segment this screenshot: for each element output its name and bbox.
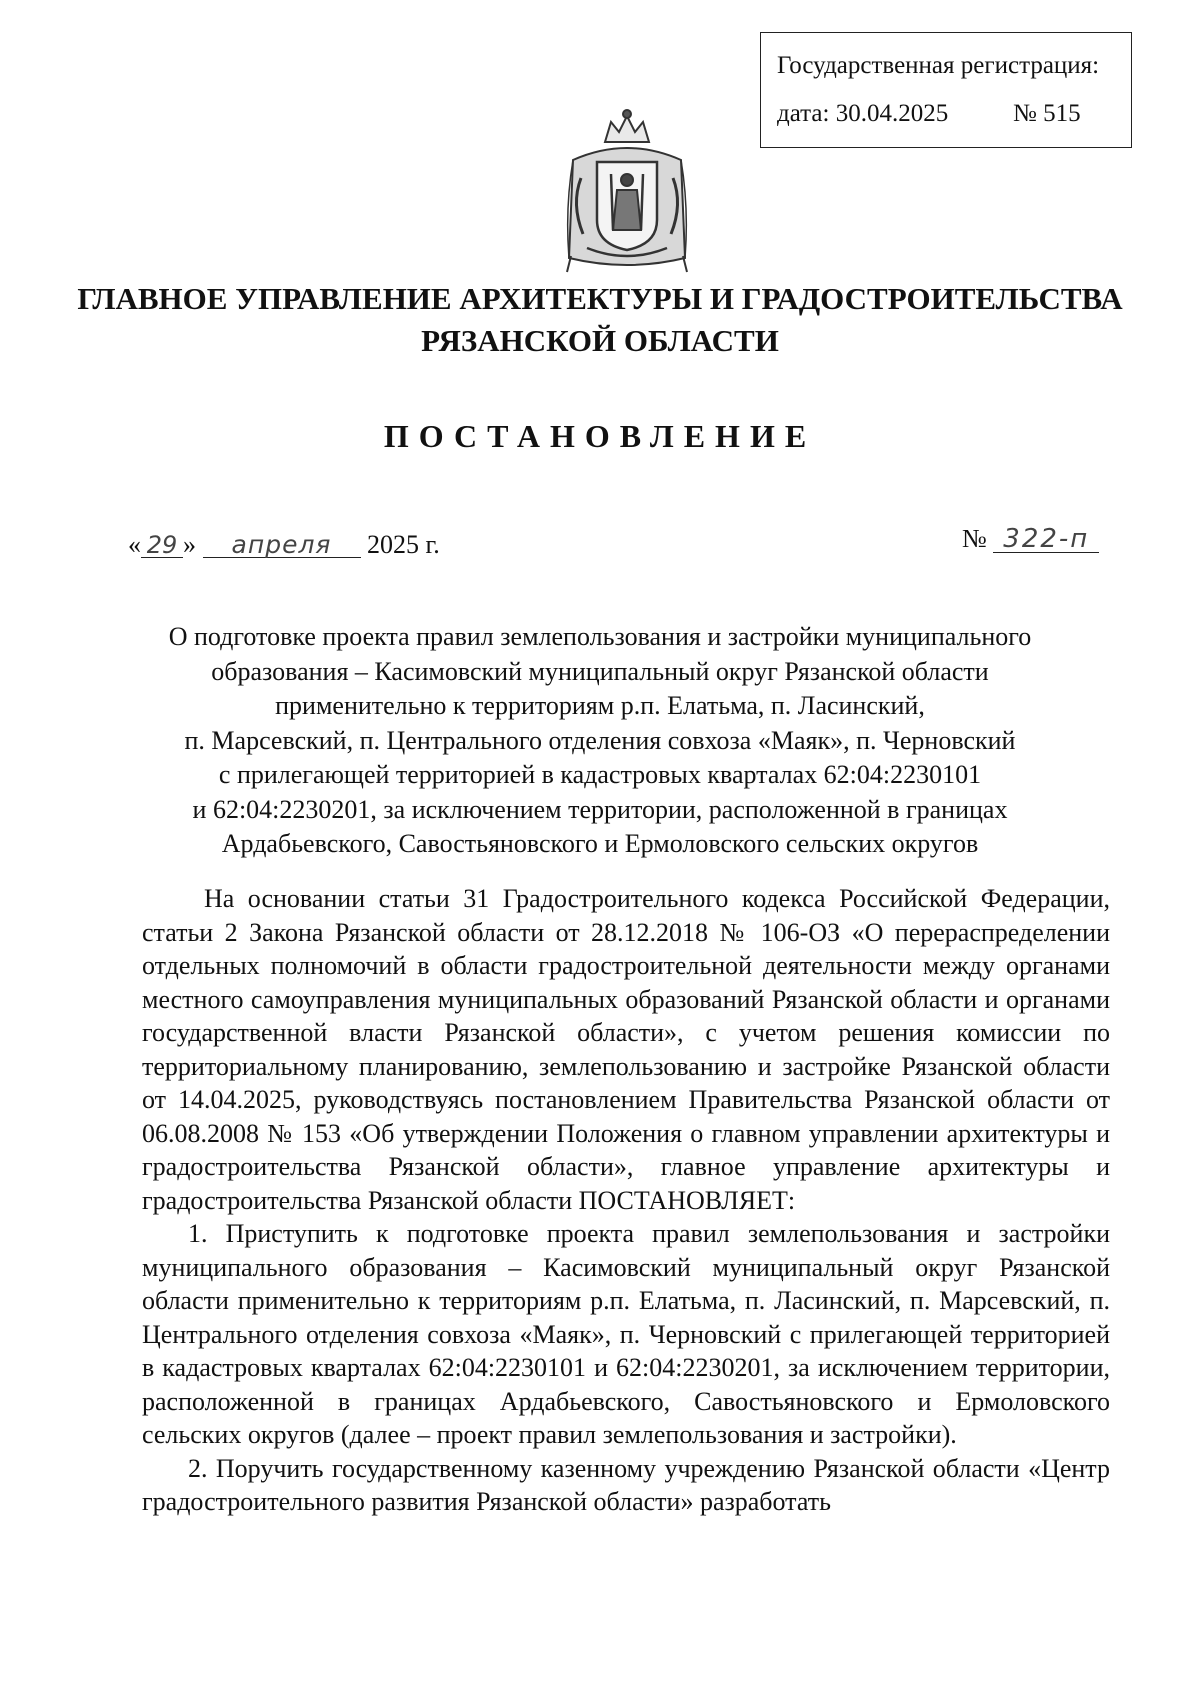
preamble-paragraph: На основании статьи 31 Градостроительного кодекса Российской Федерации, статьи 2 Закона Рязанской области от 28.12.2018 № 106-ОЗ «О перераспределении отдельных полномочий в области градостроительной деятельности между органами местного самоуправления муниципальных образований Рязанской области и органами государственной власти Рязанской области», с учетом решения комиссии по территориальному планированию, землепользованию и застройке Рязанской области от 14.04.2025, руководствуясь постановлением Правительства Рязанской области от 06.08.2008 № 153 «Об утверждении Положения о главном управлении архитектуры и градостроительства Рязанской области», главное управление архитектуры и градостроительства Рязанской области ПОСТАНОВЛЯЕТ:	[142, 884, 1110, 1215]
subject-line: Ардабьевского, Савостьяновского и Ермоловского сельских округов	[221, 829, 979, 858]
subject-line: образования – Касимовский муниципальный округ Рязанской области	[211, 656, 989, 686]
registration-date: дата: 30.04.2025	[777, 100, 949, 127]
registration-number: № 515	[1013, 100, 1081, 127]
document-body	[142, 882, 1110, 1519]
document-number	[962, 524, 1099, 554]
handwritten-number: 322-п	[993, 526, 1099, 553]
coat-of-arms-icon	[553, 108, 701, 276]
date-year: 2025 г.	[367, 530, 440, 559]
subject-line: с прилегающей территорией в кадастровых кварталах 62:04:2230101	[218, 760, 982, 789]
subject-line: п. Марсевский, п. Центрального отделения совхоза «Маяк», п. Черновский	[184, 725, 1016, 755]
item-1-paragraph: 1. Приступить к подготовке проекта правил землепользования и застройки муниципального образования – Касимовский муниципальный округ Рязанской области применительно к территориям р.п. Елатьма, п. Ласинский, п. Марсевский, п. Центрального отделения совхоза «Маяк», п. Черновский с прилегающей территорией в кадастровых кварталах 62:04:2230101 и 62:04:2230201, за исключением территории, расположенной в границах Ардабьевского, Савостьяновского и Ермоловского сельских округов (далее – проект правил землепользования и застройки).	[142, 1219, 1110, 1449]
organization-title	[60, 278, 1140, 362]
registration-title: Государственная регистрация:	[777, 52, 1100, 79]
handwritten-month: апреля	[203, 532, 361, 558]
subject-line: О подготовке проекта правил землепользования и застройки муниципального	[168, 622, 1032, 651]
document-subject	[110, 620, 1090, 862]
organization-title-line1: ГЛАВНОЕ УПРАВЛЕНИЕ АРХИТЕКТУРЫ И ГРАДОСТРОИТЕЛЬСТВА	[77, 281, 1123, 316]
date-close-quote: »	[183, 530, 196, 559]
organization-title-line2: РЯЗАНСКОЙ ОБЛАСТИ	[421, 323, 779, 358]
document-type: ПОСТАНОВЛЕНИЕ	[383, 418, 817, 454]
item-2-paragraph: 2. Поручить государственному казенному учреждению Рязанской области «Центр градостроительного развития Рязанской области» разработать	[142, 1453, 1110, 1516]
handwritten-day: 29	[141, 533, 183, 558]
subject-line: применительно к территориям р.п. Елатьма, п. Ласинский,	[275, 691, 925, 720]
date-open-quote: «	[128, 530, 141, 559]
subject-line: и 62:04:2230201, за исключением территории, расположенной в границах	[192, 794, 1008, 824]
registration-stamp	[760, 32, 1132, 148]
document-date	[128, 530, 440, 560]
number-prefix: №	[962, 524, 987, 553]
